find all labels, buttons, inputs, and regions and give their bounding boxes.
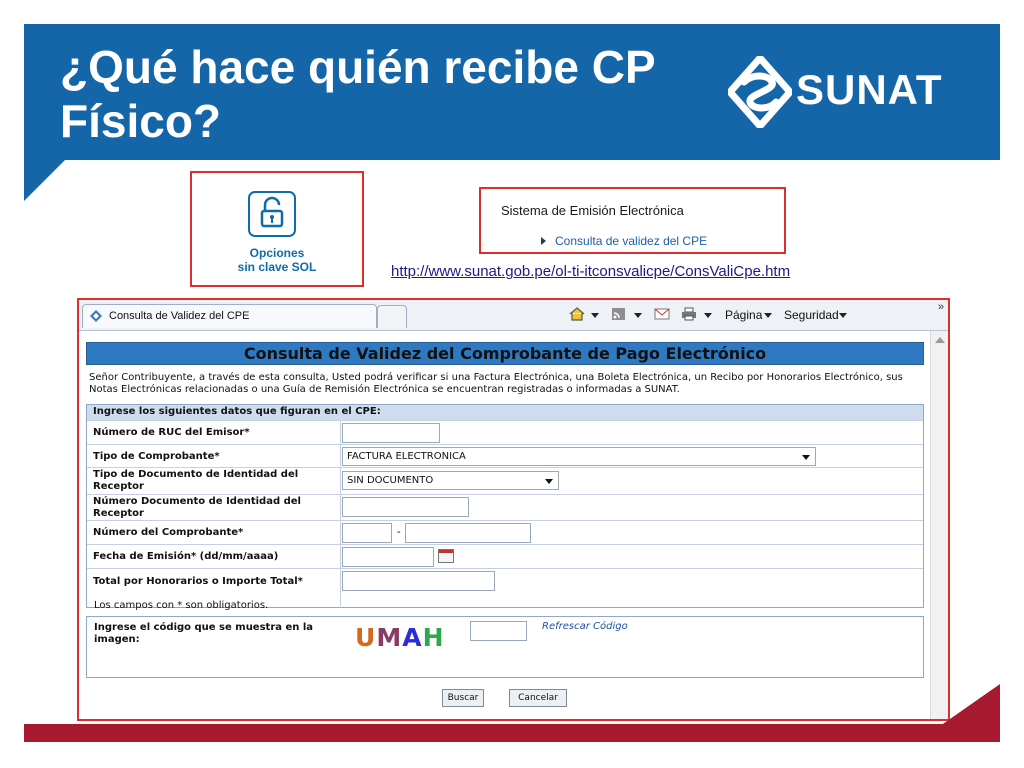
print-icon[interactable]	[681, 307, 697, 321]
form-row-tipo-doc	[87, 467, 923, 495]
browser-tab-label: Consulta de Validez del CPE	[109, 310, 250, 322]
number-separator: -	[397, 526, 401, 538]
browser-tab[interactable]	[82, 304, 377, 328]
sistema-title: Sistema de Emisión Electrónica	[501, 203, 684, 218]
form-row-ruc	[87, 420, 923, 445]
browser-toolbar	[79, 300, 948, 331]
print-dropdown-icon[interactable]	[704, 313, 712, 318]
footer-corner	[940, 684, 1000, 726]
num-comprobante-label: Número del Comprobante*	[93, 527, 244, 538]
sol-option-line1: Opciones	[249, 246, 305, 260]
required-note: Los campos con * son obligatorios.	[94, 600, 269, 611]
security-menu[interactable]: Seguridad	[784, 308, 839, 322]
unlock-icon	[248, 191, 296, 237]
form-header-text: Ingrese los siguientes datos que figuran en el CPE:	[93, 406, 381, 417]
form-row-tipo-comprobante	[87, 444, 923, 468]
cpe-form	[86, 404, 924, 608]
tipo-doc-select[interactable]	[342, 471, 559, 490]
form-row-num-doc	[87, 494, 923, 521]
sunat-logo	[728, 52, 978, 132]
consulta-validez-link[interactable]: Consulta de validez del CPE	[555, 234, 708, 248]
ruc-input[interactable]	[342, 423, 440, 443]
calendar-icon[interactable]	[438, 549, 454, 563]
form-row-total	[87, 568, 923, 595]
scrollbar[interactable]	[930, 331, 949, 719]
banner-corner	[24, 159, 66, 201]
num-doc-input[interactable]	[342, 497, 469, 517]
fecha-label: Fecha de Emisión* (dd/mm/aaaa)	[93, 551, 279, 562]
captcha-char: H	[422, 623, 445, 652]
captcha-char: A	[402, 623, 423, 652]
home-icon[interactable]	[569, 307, 585, 321]
chevron-down-icon	[802, 455, 810, 460]
new-tab-button[interactable]	[377, 305, 407, 328]
scroll-up-icon[interactable]	[935, 337, 945, 343]
diamond-icon	[90, 310, 102, 322]
tipo-comprobante-label: Tipo de Comprobante*	[93, 451, 220, 462]
captcha-image	[355, 623, 445, 652]
serie-input[interactable]	[342, 523, 392, 543]
caret-right-icon	[541, 237, 546, 245]
captcha-input[interactable]	[470, 621, 527, 641]
tipo-doc-value: SIN DOCUMENTO	[347, 475, 434, 486]
consulta-url-link[interactable]: http://www.sunat.gob.pe/ol-ti-itconsvalicpe/ConsValiCpe.htm	[391, 263, 791, 280]
footer-bar	[24, 724, 1000, 742]
sunat-logo-icon	[728, 56, 792, 128]
captcha-char: U	[355, 623, 377, 652]
cancel-button[interactable]: Cancelar	[509, 689, 567, 707]
num-doc-label: Número Documento de Identidad del Receptor	[93, 496, 301, 519]
sistema-box	[479, 187, 786, 254]
security-menu-dropdown-icon[interactable]	[839, 313, 847, 318]
page-title: Consulta de Validez del Comprobante de Pago Electrónico	[243, 344, 767, 363]
tipo-comprobante-select[interactable]	[342, 447, 816, 466]
page-menu[interactable]: Página	[725, 308, 763, 322]
tipo-doc-label: Tipo de Documento de Identidad del Receptor	[93, 469, 299, 492]
browser-window	[77, 298, 950, 721]
ruc-label: Número de RUC del Emisor*	[93, 427, 250, 438]
sol-option-line2: sin clave SOL	[237, 260, 317, 274]
page-title-bar	[86, 342, 924, 365]
slide-title: ¿Qué hace quién recibe CP Físico?	[60, 41, 655, 147]
sol-option-box[interactable]	[190, 171, 364, 287]
total-label: Total por Honorarios o Importe Total*	[93, 576, 303, 587]
intro-text: Señor Contribuyente, a través de esta consulta, Usted podrá verificar si una Factura Electrónica, una Boleta Electrónica, un Recibo por Honorarios Electrónico, sus Notas Electrónicas relacionadas o una Guía de Remisión Electrónica se encuentran registradas o informadas a SUNAT.	[89, 372, 903, 395]
fecha-input[interactable]	[342, 547, 434, 567]
numero-input[interactable]	[405, 523, 531, 543]
form-row-num-comprobante	[87, 520, 923, 545]
tipo-comprobante-value: FACTURA ELECTRONICA	[347, 451, 466, 462]
more-chevron-icon[interactable]: »	[937, 301, 944, 313]
captcha-label: Ingrese el código que se muestra en la imagen:	[94, 622, 314, 645]
form-row-fecha	[87, 544, 923, 569]
rss-dropdown-icon[interactable]	[634, 313, 642, 318]
mail-icon[interactable]	[654, 307, 670, 321]
home-dropdown-icon[interactable]	[591, 313, 599, 318]
captcha-char: M	[376, 623, 403, 652]
refresh-captcha-link[interactable]: Refrescar Código	[542, 621, 628, 632]
chevron-down-icon	[545, 479, 553, 484]
form-header	[87, 405, 923, 420]
total-input[interactable]	[342, 571, 495, 591]
rss-icon[interactable]	[611, 307, 627, 321]
sunat-logo-text: SUNAT	[796, 66, 943, 113]
page-menu-dropdown-icon[interactable]	[764, 313, 772, 318]
search-button[interactable]: Buscar	[442, 689, 484, 707]
captcha-section	[86, 616, 924, 678]
